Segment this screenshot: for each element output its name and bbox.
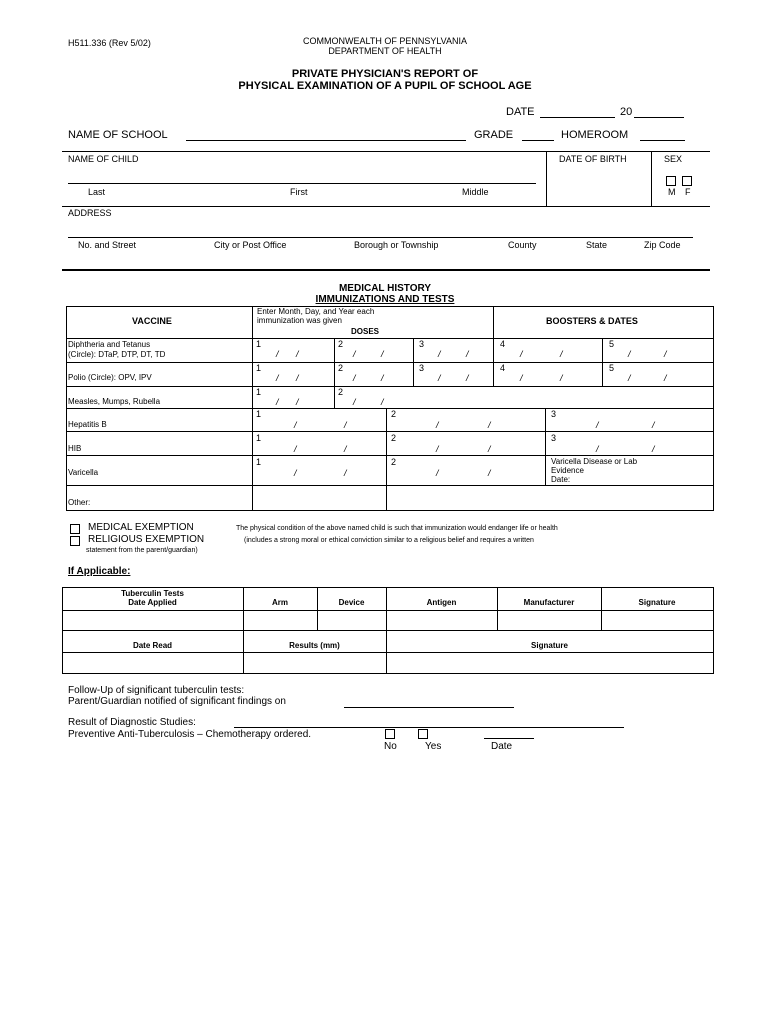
- date-slash: /: [381, 397, 384, 407]
- date-slash: /: [344, 468, 347, 478]
- religious-exemption-label: RELIGIOUS EXEMPTION: [88, 534, 205, 545]
- tb-col: [317, 587, 318, 630]
- address-field[interactable]: [68, 237, 693, 238]
- address-part-state: State: [586, 240, 608, 250]
- dose-number: 3: [551, 409, 557, 419]
- imm-col: [493, 306, 494, 386]
- grade-label: GRADE: [474, 129, 514, 141]
- date-slash: /: [436, 420, 439, 430]
- tb-header-arm: Arm: [271, 598, 288, 607]
- child-name-field[interactable]: [68, 183, 536, 184]
- date-slash: /: [438, 373, 441, 383]
- tb-header-results: Results (mm): [289, 641, 340, 650]
- followup-notified: Parent/Guardian notified of significant findings on: [68, 696, 286, 707]
- name-of-child-label: NAME OF CHILD: [68, 154, 139, 164]
- medical-history-heading: MEDICAL HISTORY: [338, 283, 432, 294]
- medical-exemption-text: The physical condition of the above named child is such that immunization would endanger life or health: [236, 525, 558, 532]
- date-label: DATE: [506, 106, 535, 118]
- dose-number: 3: [551, 433, 557, 443]
- varicella-note-2: Evidence: [551, 466, 584, 475]
- grade-field[interactable]: [522, 140, 554, 141]
- sex-f-label: F: [685, 187, 691, 197]
- divider: [546, 151, 547, 206]
- date-slash: /: [596, 444, 599, 454]
- varicella-note-3: Date:: [551, 475, 571, 484]
- divider: [651, 151, 652, 206]
- agency-line-1: COMMONWEALTH OF PENNSYLVANIA: [302, 36, 468, 46]
- tb-col: [497, 587, 498, 630]
- imm-col: [386, 408, 387, 510]
- diagnostic-label: Result of Diagnostic Studies:: [68, 717, 196, 728]
- tb-rule: [62, 587, 714, 588]
- date-slash: /: [560, 349, 563, 359]
- dose-number: 1: [256, 457, 262, 467]
- dose-number: 5: [609, 363, 615, 373]
- imm-col: [334, 338, 335, 408]
- if-applicable-heading: If Applicable:: [68, 566, 131, 577]
- date-slash: /: [488, 444, 491, 454]
- imm-col: [413, 338, 414, 386]
- address-part-street: No. and Street: [78, 240, 137, 250]
- date-slash: /: [664, 349, 667, 359]
- address-label: ADDRESS: [68, 208, 112, 218]
- vaccine-header: VACCINE: [132, 316, 172, 326]
- date-slash: /: [276, 397, 279, 407]
- vaccine-dtap-line-2: (Circle): DTaP, DTP, DT, TD: [68, 350, 166, 359]
- homeroom-field[interactable]: [640, 140, 685, 141]
- preventive-date-label: Date: [491, 741, 513, 752]
- imm-col: [252, 306, 253, 510]
- imm-rule: [66, 510, 714, 511]
- tb-header-tests: Tuberculin Tests: [121, 589, 184, 598]
- dose-number: 3: [419, 363, 425, 373]
- preventive-yes-checkbox[interactable]: [418, 729, 428, 739]
- dose-number: 4: [500, 339, 506, 349]
- tb-rule: [62, 652, 714, 653]
- name-part-first: First: [290, 187, 308, 197]
- tb-header-antigen: Antigen: [426, 598, 457, 607]
- name-part-middle: Middle: [462, 187, 489, 197]
- date-slash: /: [353, 373, 356, 383]
- date-slash: /: [664, 373, 667, 383]
- date-slash: /: [488, 420, 491, 430]
- date-slash: /: [652, 444, 655, 454]
- tb-rule: [62, 630, 714, 631]
- vaccine-varicella: Varicella: [68, 468, 99, 477]
- date-slash: /: [353, 349, 356, 359]
- date-slash: /: [344, 444, 347, 454]
- date-slash: /: [560, 373, 563, 383]
- dose-number: 1: [256, 363, 262, 373]
- year-prefix: 20: [620, 106, 633, 118]
- imm-rule: [66, 306, 714, 307]
- imm-rule: [66, 408, 714, 409]
- homeroom-label: HOMEROOM: [561, 129, 629, 141]
- doses-instruction-1: Enter Month, Day, and Year each: [257, 307, 375, 316]
- preventive-yes-label: Yes: [425, 741, 442, 752]
- imm-rule: [66, 362, 714, 363]
- religious-exemption-text-1: (includes a strong moral or ethical conviction similar to a religious belief and requires a written: [244, 537, 534, 544]
- vaccine-polio: Polio (Circle): OPV, IPV: [68, 373, 152, 382]
- tb-header-manufacturer: Manufacturer: [523, 598, 575, 607]
- address-part-zip: Zip Code: [644, 240, 681, 250]
- date-field[interactable]: [540, 117, 615, 118]
- dose-number: 1: [256, 387, 262, 397]
- date-slash: /: [436, 444, 439, 454]
- vaccine-other: Other:: [68, 498, 91, 507]
- tb-header-date-read: Date Read: [132, 641, 173, 650]
- date-slash: /: [344, 420, 347, 430]
- dob-label: DATE OF BIRTH: [559, 154, 627, 164]
- preventive-label: Preventive Anti-Tuberculosis – Chemotherapy ordered.: [68, 729, 312, 740]
- imm-rule: [66, 338, 714, 339]
- date-slash: /: [628, 349, 631, 359]
- imm-col: [713, 306, 714, 510]
- dose-number: 2: [338, 339, 344, 349]
- date-slash: /: [276, 373, 279, 383]
- dose-number: 2: [338, 387, 344, 397]
- date-slash: /: [296, 397, 299, 407]
- vaccine-mmr: Measles, Mumps, Rubella: [68, 397, 161, 406]
- date-slash: /: [381, 349, 384, 359]
- notified-date-field[interactable]: [344, 707, 514, 708]
- dose-number: 3: [419, 339, 425, 349]
- followup-heading: Follow-Up of significant tuberculin tests:: [68, 685, 245, 696]
- date-slash: /: [296, 349, 299, 359]
- imm-rule: [66, 431, 714, 432]
- imm-col: [545, 408, 546, 485]
- date-slash: /: [381, 373, 384, 383]
- dose-number: 2: [391, 433, 397, 443]
- preventive-date-field[interactable]: [484, 738, 534, 739]
- imm-rule: [66, 485, 714, 486]
- vaccine-dtap-line-1: Diphtheria and Tetanus: [68, 340, 151, 349]
- agency-line-2: DEPARTMENT OF HEALTH: [328, 46, 442, 56]
- date-slash: /: [466, 373, 469, 383]
- address-part-borough: Borough or Township: [354, 240, 439, 250]
- date-slash: /: [294, 444, 297, 454]
- imm-rule: [66, 386, 714, 387]
- date-slash: /: [596, 420, 599, 430]
- date-slash: /: [466, 349, 469, 359]
- dose-number: 4: [500, 363, 506, 373]
- date-slash: /: [488, 468, 491, 478]
- sex-f-checkbox[interactable]: [682, 176, 692, 186]
- date-slash: /: [438, 349, 441, 359]
- date-slash: /: [294, 468, 297, 478]
- date-slash: /: [276, 349, 279, 359]
- dose-number: 2: [391, 457, 397, 467]
- date-slash: /: [652, 420, 655, 430]
- imm-col: [602, 338, 603, 386]
- sex-m-checkbox[interactable]: [666, 176, 676, 186]
- child-top-rule: [62, 151, 710, 152]
- tb-col: [713, 587, 714, 673]
- dose-number: 5: [609, 339, 615, 349]
- imm-rule: [66, 455, 714, 456]
- dose-number: 2: [338, 363, 344, 373]
- doses-header: DOSES: [351, 327, 380, 336]
- name-part-last: Last: [88, 187, 106, 197]
- date-slash: /: [520, 349, 523, 359]
- vaccine-hepatitis-b: Hepatitis B: [68, 420, 107, 429]
- date-slash: /: [353, 397, 356, 407]
- dose-number: 1: [256, 409, 262, 419]
- name-of-school-label: NAME OF SCHOOL: [68, 129, 168, 141]
- address-bottom-rule: [62, 269, 710, 271]
- sex-label: SEX: [664, 154, 683, 164]
- child-bottom-rule: [62, 206, 710, 207]
- date-slash: /: [294, 420, 297, 430]
- medical-exemption-label: MEDICAL EXEMPTION: [88, 522, 194, 533]
- year-field[interactable]: [634, 117, 684, 118]
- immunizations-heading: IMMUNIZATIONS AND TESTS: [315, 294, 455, 305]
- imm-col: [66, 306, 67, 510]
- tb-rule: [62, 610, 714, 611]
- tb-col: [601, 587, 602, 630]
- sex-m-label: M: [668, 187, 676, 197]
- tb-header-device: Device: [338, 598, 365, 607]
- date-slash: /: [436, 468, 439, 478]
- tb-header-read-signature: Signature: [531, 641, 568, 650]
- date-slash: /: [628, 373, 631, 383]
- boosters-header: BOOSTERS & DATES: [546, 316, 638, 326]
- varicella-note-1: Varicella Disease or Lab: [551, 457, 638, 466]
- tb-rule: [62, 673, 714, 674]
- diagnostic-field[interactable]: [234, 727, 624, 728]
- doses-instruction-2: immunization was given: [257, 316, 342, 325]
- tb-header-signature: Signature: [638, 598, 676, 607]
- medical-exemption-checkbox[interactable]: [70, 524, 80, 534]
- dose-number: 1: [256, 433, 262, 443]
- tb-header-date-applied: Date Applied: [128, 598, 177, 607]
- dose-number: 1: [256, 339, 262, 349]
- date-slash: /: [296, 373, 299, 383]
- school-field[interactable]: [186, 140, 466, 141]
- vaccine-hib: HIB: [68, 444, 82, 453]
- address-part-county: County: [508, 240, 537, 250]
- title-line-2: PHYSICAL EXAMINATION OF A PUPIL OF SCHOOL AGE: [238, 80, 532, 92]
- preventive-no-label: No: [384, 741, 397, 752]
- date-slash: /: [520, 373, 523, 383]
- preventive-no-checkbox[interactable]: [385, 729, 395, 739]
- address-part-city: City or Post Office: [214, 240, 287, 250]
- dose-number: 2: [391, 409, 397, 419]
- religious-exemption-checkbox[interactable]: [70, 536, 80, 546]
- title-line-1: PRIVATE PHYSICIAN'S REPORT OF: [291, 68, 479, 80]
- religious-exemption-text-2: statement from the parent/guardian): [86, 547, 198, 554]
- form-code: H511.336 (Rev 5/02): [68, 38, 151, 48]
